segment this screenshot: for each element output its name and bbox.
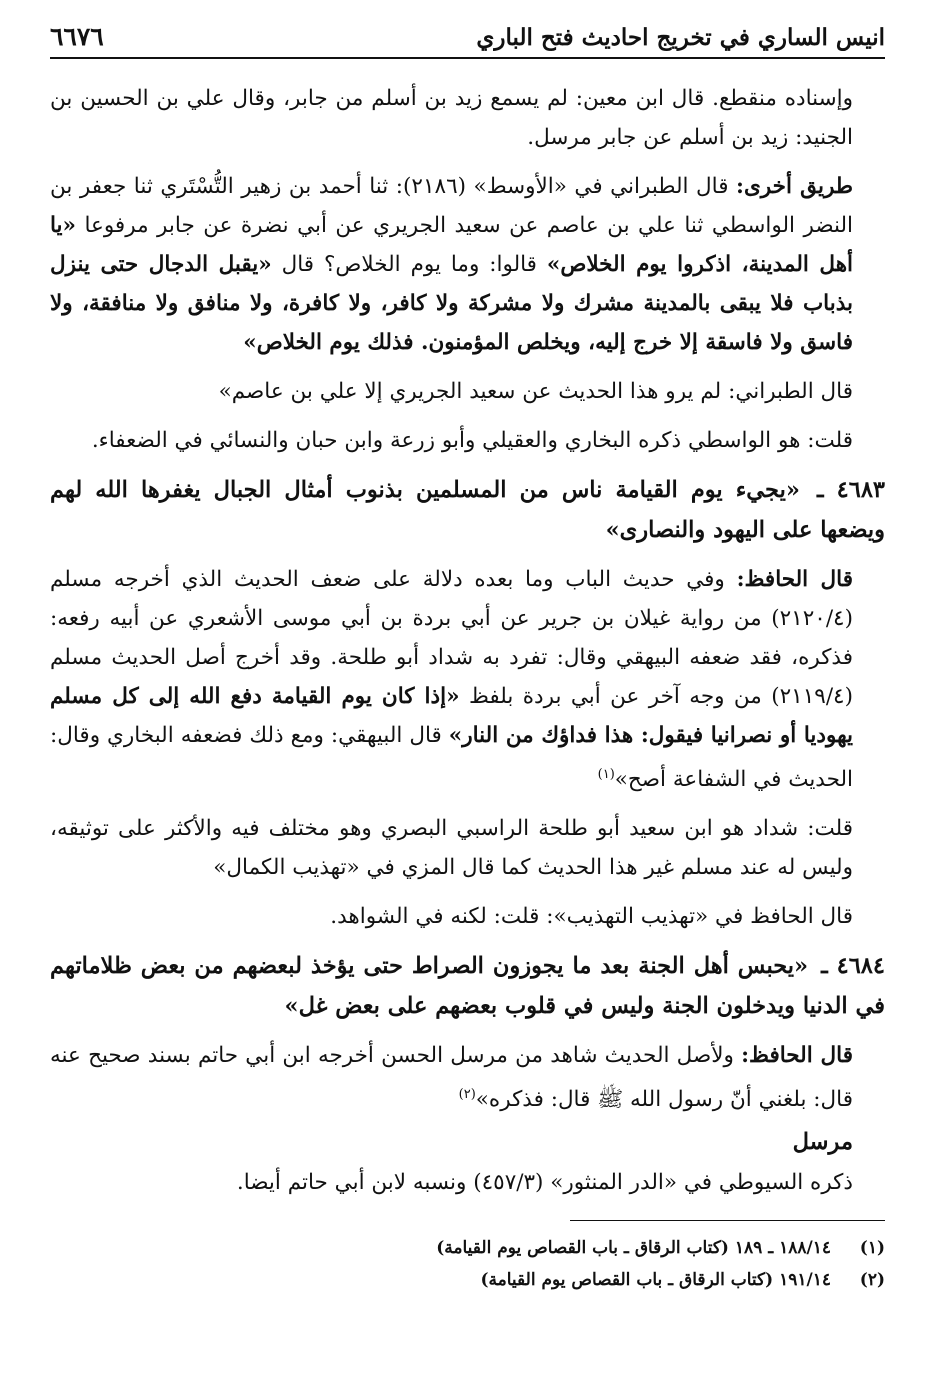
footnote-marker: (٢) bbox=[859, 1270, 885, 1290]
paragraph-5 bbox=[50, 560, 885, 799]
text-segment: قال الطبراني في «الأوسط» (٢١٨٦): ثنا أحمد بن زهير التُّسْتَري ثنا جعفر بن النضر الواسطي ثنا علي بن عاصم عن سعيد الجريري عن أبي نضرة عن جابر مرفوعا bbox=[50, 174, 853, 238]
paragraph-3: قال الطبراني: لم يرو هذا الحديث عن سعيد الجريري إلا علي بن عاصم» bbox=[218, 379, 853, 404]
paragraph-7: قال الحافظ في «تهذيب التهذيب»: قلت: لكنه في الشواهد. bbox=[330, 904, 853, 930]
hadith-text: «يجيء يوم القيامة ناس من المسلمين بذنوب أمثال الجبال يغفرها الله لهم ويضعها على اليهود والنصارى» bbox=[50, 477, 885, 543]
footnote-text: ١٨٨/١٤ ـ ١٨٩ (كتاب الرقاق ـ باب القصاص يوم القيامة) bbox=[436, 1238, 831, 1258]
hadith-text: «يحبس أهل الجنة بعد ما يجوزون الصراط حتى يؤخذ لبعضهم من بعض ظلاماتهم في الدنيا ويدخلون الجنة وليس في قلوب بعضهم على بعض غل» bbox=[50, 953, 885, 1020]
section-heading-mursal: مرسل bbox=[792, 1129, 853, 1156]
hadith-number: ٤٦٨٣ ـ bbox=[816, 477, 885, 503]
quote-segment: «يقبل الدجال حتى ينزل بذباب فلا يبقى بالمدينة مشرك ولا مشركة ولا كافر، ولا كافرة، ولا منافق ولا منافقة، ولا فاسق ولا فاسقة إلا خرج إليه، ويخلص المؤمنون. فذلك يوم الخلاص» bbox=[50, 252, 853, 355]
footnote-text: ١٩١/١٤ (كتاب الرقاق ـ باب القصاص يوم القيامة) bbox=[480, 1270, 831, 1290]
paragraph-1: وإسناده منقطع. قال ابن معين: لم يسمع زيد بن أسلم من جابر، وقال علي بن الحسين بن الجنيد: زيد بن أسلم عن جابر مرسل. bbox=[50, 86, 853, 150]
hadith-number: ٤٦٨٤ ـ bbox=[821, 953, 885, 980]
footnote-divider bbox=[570, 1220, 885, 1221]
paragraph-2 bbox=[50, 167, 885, 362]
footnote-ref[interactable]: (٢) bbox=[458, 1087, 476, 1103]
text-segment: ولأصل الحديث شاهد من مرسل الحسن أخرجه ابن أبي حاتم بسند صحيح عنه قال: بلغني أنّ رسول الله ﷺ قال: فذكره» bbox=[50, 1043, 853, 1113]
footnote-2 bbox=[55, 1264, 885, 1296]
running-title: انيس الساري في تخريج احاديث فتح الباري bbox=[476, 24, 885, 51]
footnotes bbox=[55, 1232, 885, 1296]
paragraph-8 bbox=[50, 1036, 885, 1119]
paragraph-4: قلت: هو الواسطي ذكره البخاري والعقيلي وأبو زرعة وابن حبان والنسائي في الضعفاء. bbox=[91, 428, 853, 453]
footnote-marker: (١) bbox=[859, 1238, 885, 1258]
hadith-4683 bbox=[50, 470, 885, 550]
lead-label: طريق أخرى: bbox=[736, 174, 853, 199]
page bbox=[50, 22, 885, 1212]
lead-label: قال الحافظ: bbox=[741, 1043, 853, 1069]
footnote-ref[interactable]: (١) bbox=[597, 767, 615, 782]
text-segment: قال البيهقي: ومع ذلك فضعفه البخاري وقال: الحديث في الشفاعة أصح» bbox=[50, 723, 853, 793]
quote-segment: «يا أهل المدينة، اذكروا يوم الخلاص» bbox=[50, 213, 854, 277]
text-segment: قالوا: وما يوم الخلاص؟ قال bbox=[271, 252, 547, 277]
page-header bbox=[50, 22, 885, 59]
hadith-4684 bbox=[50, 946, 885, 1026]
quote-segment: «إذا كان يوم القيامة دفع الله إلى كل مسلم يهوديا أو نصرانيا فيقول: هذا فداؤك من النار» bbox=[50, 684, 853, 748]
paragraph-6: قلت: شداد هو ابن سعيد أبو طلحة الراسبي البصري وهو مختلف فيه والأكثر على توثيقه، وليس له عند مسلم غير هذا الحديث كما قال المزي في «تهذيب الكمال» bbox=[50, 816, 853, 881]
text-segment: وفي حديث الباب وما بعده دلالة على ضعف الحديث الذي أخرجه مسلم (٢١٢٠/٤) من رواية غيلان بن جرير عن أبي بردة بن أبي موسى الأشعري عن أبيه رفعه: فذكره، فقد ضعفه البيهقي وقال: تفرد به شداد أبو طلحة. وقد أخرج أصل الحديث مسلم (٢١١٩/٤) من وجه آخر عن أبي بردة بلفظ bbox=[50, 567, 853, 709]
paragraph-9: ذكره السيوطي في «الدر المنثور» (٤٥٧/٣) ونسبه لابن أبي حاتم أيضا. bbox=[236, 1170, 853, 1196]
lead-label: قال الحافظ: bbox=[736, 567, 854, 592]
footnote-1 bbox=[55, 1232, 885, 1264]
page-number: ٦٦٧٦ bbox=[50, 22, 104, 51]
